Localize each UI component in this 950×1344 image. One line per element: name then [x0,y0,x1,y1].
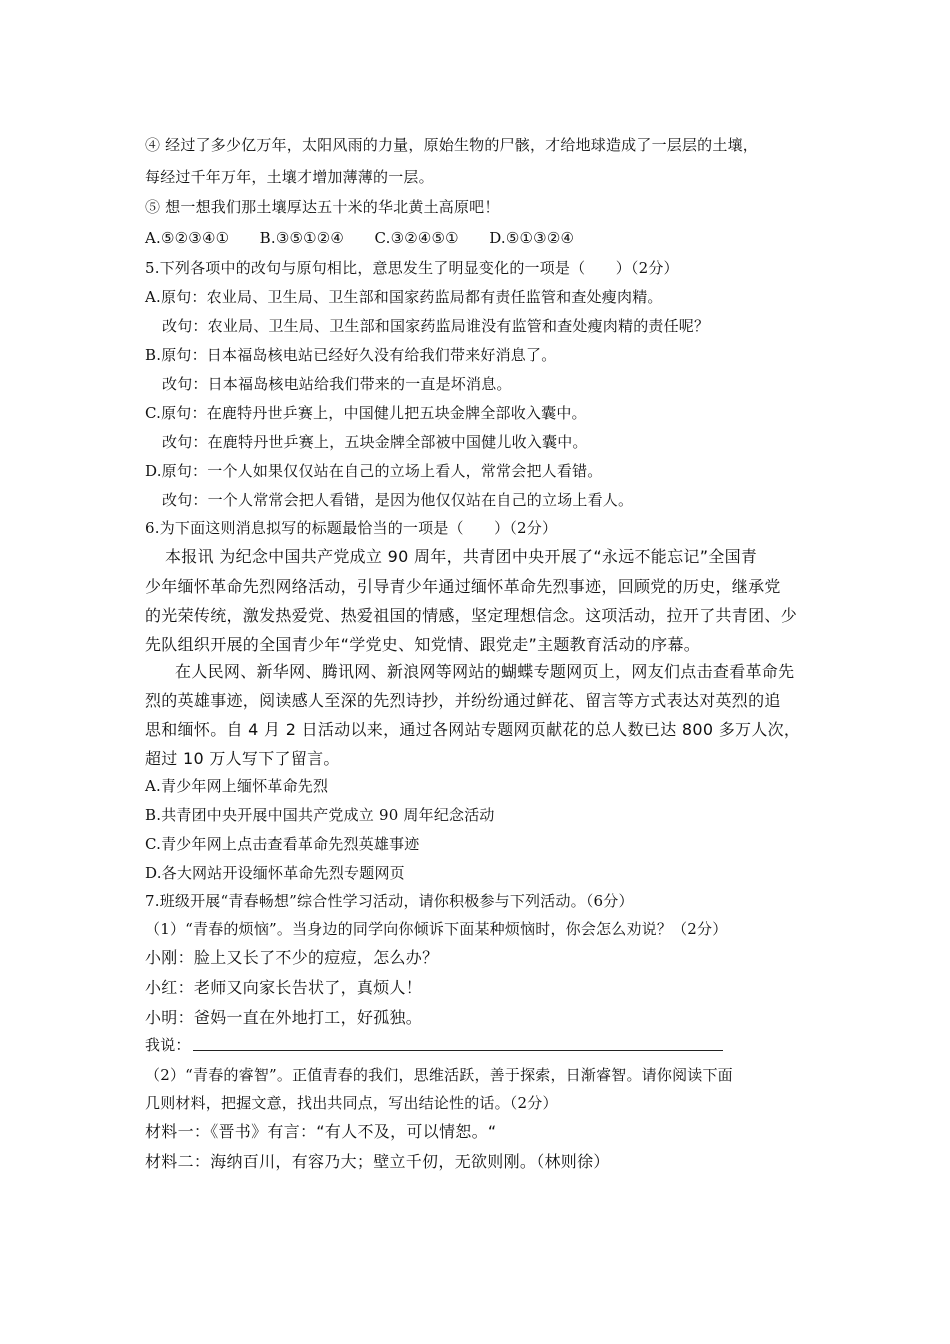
q6-option-d: D.各大网站开设缅怀革命先烈专题网页 [145,864,405,882]
answer-blank-line[interactable] [193,1050,723,1051]
news-paragraph-1-line-4: 先队组织开展的全国青少年“学党史、知党情、跟党走”主题教育活动的序幕。 [145,635,701,654]
q5-stem: 5.下列各项中的改句与原句相比，意思发生了明显变化的一项是（ ）（2分） [145,259,679,277]
q5-option-b-revised: 改句：日本福岛核电站给我们带来的一直是坏消息。 [162,375,512,393]
worry-xiaoming: 小明：爸妈一直在外地打工，好孤独。 [145,1008,423,1027]
news-paragraph-2-line-1: 在人民网、新华网、腾讯网、新浪网等网站的蝴蝶专题网页上，网友们点击查看革命先 [175,662,795,681]
news-paragraph-2-line-3: 思和缅怀。自 4 月 2 日活动以来，通过各网站专题网页献花的总人数已达 800 多万人次， [145,720,801,739]
q6-option-c: C.青少年网上点击查看革命先烈英雄事迹 [145,835,420,853]
news-paragraph-2-line-2: 烈的英雄事迹，阅读感人至深的先烈诗抄，并纷纷通过鲜花、留言等方式表达对英烈的追 [145,691,781,710]
news-paragraph-1-line-3: 的光荣传统，激发热爱党、热爱祖国的情感，坚定理想信念。这项活动，拉开了共青团、少 [145,606,798,625]
worry-xiaohong: 小红：老师又向家长告状了，真烦人！ [145,978,423,997]
q5-option-d-revised: 改句：一个人常常会把人看错，是因为他仅仅站在自己的立场上看人。 [162,491,634,509]
q5-option-c-revised: 改句：在鹿特丹世乒赛上，五块金牌全部被中国健儿收入囊中。 [162,433,588,451]
q6-option-b: B.共青团中央开展中国共产党成立 90 周年纪念活动 [145,806,495,824]
news-paragraph-2-line-4: 超过 10 万人写下了留言。 [145,749,340,768]
q5-option-b-original: B.原句：日本福岛核电站已经好久没有给我们带来好消息了。 [145,346,557,364]
passage-sentence-4: ④ 经过了多少亿万年，太阳风雨的力量，原始生物的尸骸，才给地球造成了一层层的土壤， [145,136,758,154]
news-paragraph-1-line-2: 少年缅怀革命先烈网络活动，引导青少年通过缅怀革命先烈事迹，回顾党的历史，继承党 [145,577,781,596]
q5-option-d-original: D.原句：一个人如果仅仅站在自己的立场上看人，常常会把人看错。 [145,462,603,480]
passage-sentence-4-cont: 每经过千年万年，土壤才增加薄薄的一层。 [145,168,434,186]
q7-stem: 7.班级开展“青春畅想”综合性学习活动，请你积极参与下列活动。（6分） [145,892,634,910]
q4-options: A.⑤②③④① B.③⑤①②④ C.③②④⑤① D.⑤①③②④ [145,229,575,247]
q7-part1-stem: （1）“青春的烦恼”。当身边的同学向你倾诉下面某种烦恼时，你会怎么劝说？（2分） [145,920,728,938]
q5-option-c-original: C.原句：在鹿特丹世乒赛上，中国健儿把五块金牌全部收入囊中。 [145,404,587,422]
answer-label: 我说： [145,1036,191,1054]
worry-xiaogang: 小刚：脸上又长了不少的痘痘，怎么办？ [145,948,439,967]
q5-option-a-revised: 改句：农业局、卫生局、卫生部和国家药监局谁没有监管和查处瘦肉精的责任呢？ [162,317,710,335]
material-2: 材料二：海纳百川，有容乃大；壁立千仞，无欲则刚。（林则徐） [145,1152,610,1171]
q7-part2-stem-cont: 几则材料，把握文意，找出共同点，写出结论性的话。（2分） [145,1094,558,1112]
passage-sentence-5: ⑤ 想一想我们那土壤厚达五十米的华北黄土高原吧！ [145,198,500,216]
q6-option-a: A.青少年网上缅怀革命先烈 [145,777,329,795]
q5-option-a-original: A.原句：农业局、卫生局、卫生部和国家药监局都有责任监管和查处瘦肉精。 [145,288,663,306]
q6-stem: 6.为下面这则消息拟写的标题最恰当的一项是（ ）（2分） [145,519,558,537]
material-1: 材料一：《晋书》有言：“有人不及，可以情恕。“ [145,1122,497,1141]
q7-part2-stem: （2）“青春的睿智”。正值青春的我们，思维活跃，善于探索，日渐睿智。请你阅读下面 [145,1066,733,1084]
news-paragraph-1-line-1: 本报讯 为纪念中国共产党成立 90 周年，共青团中央开展了“永远不能忘记”全国青 [165,547,758,566]
